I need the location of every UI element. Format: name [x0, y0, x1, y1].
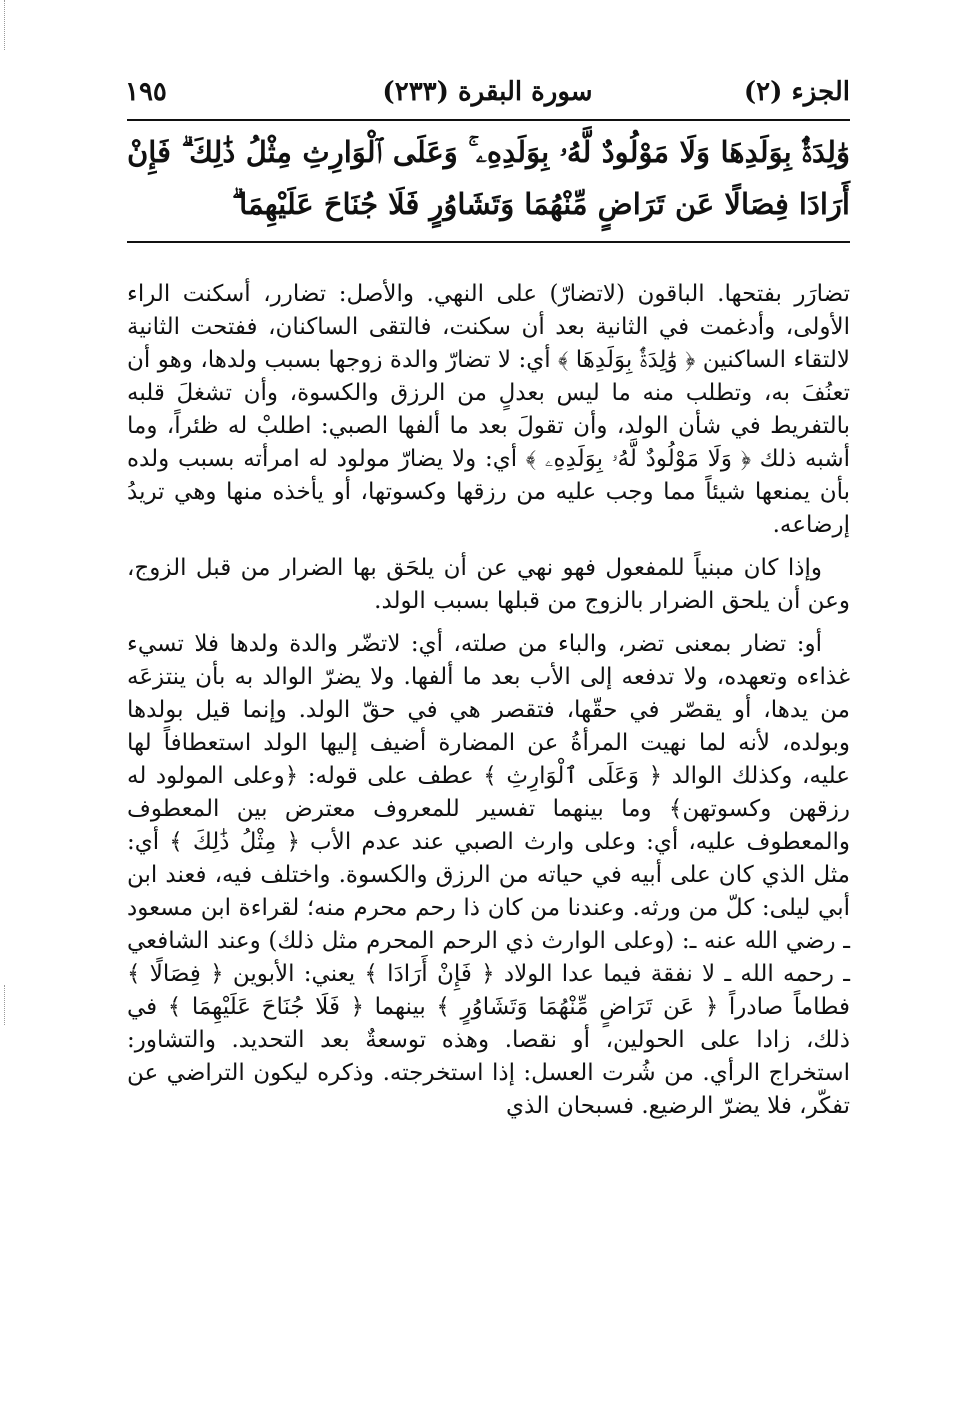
commentary-paragraph: وإذا كان مبنياً للمفعول فهو نهي عن أن يلحَق بها الضرار من قبل الزوج، وعن أن يلحق الضرار بالزوج من قبلها بسبب الولد. — [127, 555, 850, 614]
header-divider — [127, 119, 850, 121]
verse-divider — [127, 241, 850, 243]
scan-edge-mark — [4, 0, 5, 50]
commentary-paragraph: تضارَر بفتحها. الباقون (لاتضارّ) على النهي. والأصل: تضارر، أسكنت الراء الأولى، وأدغمت في الثانية بعد أن سكنت، فالتقى الساكنان، ففتحت الثانية لالتقاء الساكنين ﴿ وَٰلِدَةٌۢ بِوَلَدِهَا ﴾ أي: لا تضارّ والدة زوجها بسبب ولدها، وهو أن تعنُفَ به، وتطلب منه ما ليس بعدلٍ من الرزق والكسوة، وأن تشغلَ قلبه بالتفريط في شأن الولد، وأن تقولَ بعد ما ألفها الصبي: اطلبْ له ظئراً، وما أشبه ذلك ﴿ وَلَا مَوْلُودٌ لَّهُۥ بِوَلَدِهِۦ ﴾ أي: ولا يضارّ مولود له امرأته بسبب ولده بأن يمنعها شيئاً مما وجب عليه من رزقها وكسوتها، أو يأخذه منها وهي تريدُ إرضاعه. — [127, 281, 850, 538]
quran-verse-block: وَٰلِدَةٌۢ بِوَلَدِهَا وَلَا مَوْلُودٌ لَّهُۥ بِوَلَدِهِۦ ۚ وَعَلَى ٱلْوَارِثِ مِثْلُ ذَٰلِكَ ۗ فَإِنْ أَرَادَا فِصَالًا عَن تَرَاضٍ مِّنْهُمَا وَتَشَاوُرٍ فَلَا جُنَاحَ عَلَيْهِمَا ۗ — [127, 135, 850, 221]
commentary-paragraph: أو: تضار بمعنى تضر، والباء من صلته، أي: لاتضّر والدة ولدها فلا تسيء غذاءه وتعهده، ولا تدفعه إلى الأب بعد ما ألفها. ولا يضرّ الوالد به بأن ينتزعَه من يدها، أو يقصّر في حقّها، فتقصر هي في حقّ الولد. وإنما قيل بولدها وبولده، لأنه لما نهيت المرأةُ عن المضارة أضيف إليها الولد استعطافاً لها عليه، وكذلك الوالد ﴿ وَعَلَى ٱلْوَارِثِ ﴾ عطف على قوله: ﴿وعلى المولود له رزقهن وكسوتهن﴾ وما بينهما تفسير للمعروف معترض بين المعطوف والمعطوف عليه، أي: وعلى وارث الصبي عند عدم الأب ﴿ مِثْلُ ذَٰلِكَ ﴾ أي: مثل الذي كان على أبيه في حياته من الرزق والكسوة. واختلف فيه، فعند ابن أبي ليلى: كلّ من ورثه. وعندنا من كان ذا رحم محرم منه؛ لقراءة ابن مسعود ـ رضي الله عنه ـ: (وعلى الوارث ذي الرحم المحرم مثل ذلك) وعند الشافعي ـ رحمه الله ـ لا نفقة فيما عدا الولاد ﴿ فَإِنْ أَرَادَا ﴾ يعني: الأبوين ﴿ فِصَالًا ﴾ فطاماً صادراً ﴿ عَن تَرَاضٍ مِّنْهُمَا وَتَشَاوُرٍ ﴾ بينهما ﴿ فَلَا جُنَاحَ عَلَيْهِمَا ﴾ في ذلك، زادا على الحولين، أو نقصا. وهذه توسعةٌ بعد التحديد. والتشاور: استخراج الرأي. من شُرت العسل: إذا استخرجته. وذكره ليكون التراضي عن تفكّر، فلا يضرّ الرضيع. فسبحان الذي — [127, 631, 850, 1119]
commentary-body — [127, 278, 850, 1133]
page-number: ١٩٥ — [125, 77, 167, 107]
page-header — [125, 62, 850, 118]
part-label: الجزء (٢) — [743, 77, 850, 107]
surah-title: سورة البقرة (٢٣٣) — [382, 77, 593, 107]
scan-edge-mark — [4, 985, 5, 1025]
